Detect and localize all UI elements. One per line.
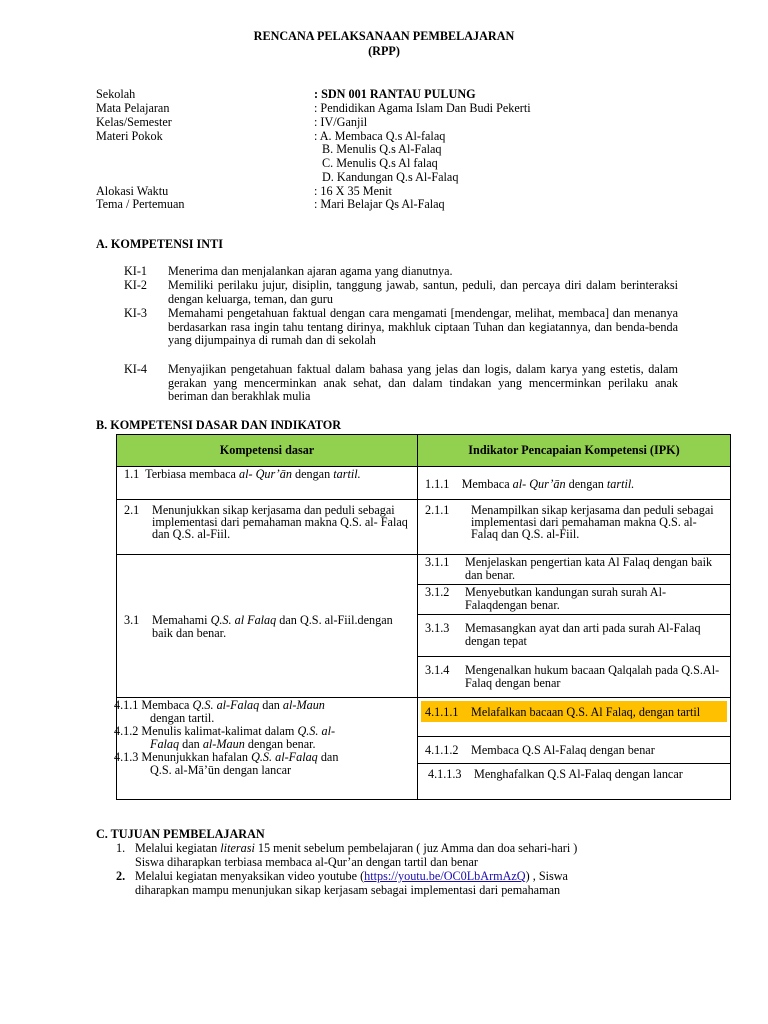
objective-text: 15 menit sebelum pembelajaran ( juz Amma dan doa sehari-hari ) (254, 841, 578, 855)
section-b-heading: B. KOMPETENSI DASAR DAN INDIKATOR (96, 418, 342, 432)
identity-label: Kelas/Semester (96, 115, 172, 129)
table-cell-ipk (418, 467, 731, 500)
document-subtitle: (RPP) (368, 44, 400, 58)
kd-text: dengan (291, 467, 334, 481)
highlighted-indicator (421, 701, 727, 722)
list-number: 1. (116, 841, 126, 855)
identity-value: D. Kandungan Q.s Al-Falaq (322, 170, 459, 184)
ipk-text: Membaca (461, 477, 513, 491)
kd-number: 2.1 (124, 503, 140, 517)
ipk-text: Memasangkan ayat dan arti pada surah Al-Falaq dengan tepat (465, 621, 701, 648)
list-item-text (135, 870, 568, 884)
ki-code: KI-2 (124, 278, 148, 292)
ipk-text: Menghafalkan Q.S Al-Falaq dengan lancar (474, 767, 683, 781)
ipk-text: Menjelaskan pengertian kata Al Falaq dengan baik dan benar. (465, 555, 713, 582)
identity-value: : Mari Belajar Qs Al-Falaq (314, 197, 445, 211)
objective-text: Melalui kegiatan (135, 841, 221, 855)
kd-text: Menunjukkan sikap kerjasama dan peduli sebagai implementasi dari pemahaman makna Q.S. al- Falaq dan Q.S. al-Fiil. (152, 503, 408, 541)
objective-text: ) , Siswa (525, 869, 568, 883)
ipk-text: al- Qur’ān (512, 477, 566, 491)
ipk-number: 4.1.1.3 (428, 767, 462, 781)
table-cell-ipk (418, 555, 731, 585)
kd-text: al-Maun (202, 737, 245, 751)
table-cell-ipk (418, 764, 731, 800)
kd-text: dan (259, 698, 283, 712)
table-cell-kd (117, 500, 418, 555)
identity-value: B. Menulis Q.s Al-Falaq (322, 142, 442, 156)
table-cell-kd (117, 555, 418, 698)
ipk-number: 4.1.1.2 (425, 742, 459, 757)
kd-text: Q.S. al-Mā’ūn dengan lancar (150, 763, 292, 777)
ipk-text: Menyebutkan kandungan surah surah Al-Falaqdengan benar. (465, 585, 667, 612)
kd-number: 4.1.3 (114, 750, 139, 764)
identity-label: Alokasi Waktu (96, 184, 169, 198)
ki-code: KI-4 (124, 362, 148, 376)
kd-text: al- Qur’ān (239, 467, 292, 481)
identity-label: Mata Pelajaran (96, 101, 170, 115)
identity-value: : A. Membaca Q.s Al-falaq (314, 129, 446, 143)
table-cell-ipk (418, 585, 731, 615)
kd-text: dengan benar. (244, 737, 316, 751)
kd-number: 4.1.2 (114, 724, 139, 738)
table-cell-kd (117, 467, 418, 500)
objective-text: Melalui kegiatan menyaksikan video youtube ( (135, 869, 365, 883)
section-c-heading: C. TUJUAN PEMBELAJARAN (96, 827, 265, 841)
kd-text: Falaq (150, 737, 180, 751)
ipk-text: dengan (565, 477, 607, 491)
kd-text: Q.S. al- (297, 724, 336, 738)
list-number: 2. (116, 869, 126, 883)
identity-value: : Pendidikan Agama Islam Dan Budi Pekerti (314, 101, 531, 115)
table-cell-ipk (418, 500, 731, 555)
table-cell-kd (114, 698, 418, 800)
ki-code: KI-1 (124, 264, 148, 278)
kd-text: dan (317, 750, 339, 764)
kd-text: tartil. (333, 467, 361, 481)
kd-text: al-Maun (282, 698, 325, 712)
kd-indicator-table (116, 434, 731, 800)
document-title: RENCANA PELAKSANAAN PEMBELAJARAN (253, 29, 515, 43)
table-cell-ipk (418, 657, 731, 698)
identity-value: C. Menulis Q.s Al falaq (322, 156, 438, 170)
kd-number: 3.1 (124, 613, 140, 627)
table-cell-ipk (418, 615, 731, 657)
kd-number: 1.1 (124, 467, 140, 481)
ipk-text: Menampilkan sikap kerjasama dan peduli sebagai implementasi dari pemahaman makna Q.S. al- Falaq dan Q.S. al-Fiil. (471, 503, 714, 541)
ki-text: Memiliki perilaku jujur, disiplin, tanggung jawab, santun, peduli, dan percaya diri dalam berinteraksi dengan keluarga, teman, dan guru (168, 278, 678, 306)
identity-value: : SDN 001 RANTAU PULUNG (314, 87, 476, 101)
identity-value: : IV/Ganjil (314, 115, 368, 129)
ki-code: KI-3 (124, 306, 148, 320)
kd-text: dan Q.S. al-Fiil.dengan baik dan benar. (152, 613, 393, 640)
table-header-kd: Kompetensi dasar (117, 435, 418, 467)
kd-text: dan (179, 737, 203, 751)
identity-label: Tema / Pertemuan (96, 197, 185, 211)
table-cell-ipk (418, 698, 731, 737)
ipk-text: tartil. (606, 477, 635, 491)
ipk-text: Mengenalkan hukum bacaan Qalqalah pada Q.S.Al-Falaq dengan benar (465, 663, 720, 690)
kd-text: Memahami (152, 613, 211, 627)
identity-value: : 16 X 35 Menit (314, 184, 392, 198)
ipk-number: 3.1.4 (425, 663, 450, 677)
ipk-number: 3.1.1 (425, 555, 450, 569)
ki-text: Memahami pengetahuan faktual dengan cara mengamati [mendengar, melihat, membaca] dan menanya berdasarkan rasa ingin tahu tentang dirinya, makhluk ciptaan Tuhan dan kegiatannya, dan benda-benda yang dijumpainya di rumah dan di sekolah (168, 306, 678, 347)
identity-label: Sekolah (96, 87, 136, 101)
objective-text: diharapkan mampu menunjukan sikap kerjasam sebagai implementasi dari pemahaman (135, 883, 561, 897)
kd-text: Menulis kalimat-kalimat dalam (141, 724, 298, 738)
ipk-number: 3.1.3 (425, 621, 450, 635)
table-header-ipk: Indikator Pencapaian Kompetensi (IPK) (418, 435, 731, 467)
kd-text: dengan tartil. (150, 711, 215, 725)
kd-number: 4.1.1 (114, 698, 139, 712)
ipk-number: 2.1.1 (425, 503, 450, 517)
ipk-number: 3.1.2 (425, 585, 450, 599)
ki-text: Menyajikan pengetahuan faktual dalam bahasa yang jelas dan logis, dalam karya yang estetis, dalam gerakan yang mencerminkan anak sehat, dan dalam tindakan yang mencerminkan perilaku anak beriman dan berakhlak mulia (168, 362, 678, 403)
kd-text: Menunjukkan hafalan (141, 750, 252, 764)
kd-text: Membaca (141, 698, 193, 712)
list-item-text (135, 842, 577, 856)
table-cell-ipk (418, 737, 731, 764)
identity-label: Materi Pokok (96, 129, 163, 143)
section-a-heading: A. KOMPETENSI INTI (96, 237, 223, 251)
ipk-number: 4.1.1.1 (425, 705, 459, 719)
kd-text: Q.S. al-Falaq (251, 750, 318, 764)
ki-text: Menerima dan menjalankan ajaran agama yang dianutnya. (168, 264, 453, 278)
kd-text: Terbiasa membaca (145, 467, 239, 481)
ipk-text: Melafalkan bacaan Q.S. Al Falaq, dengan tartil (471, 705, 701, 719)
objective-text: literasi (220, 841, 255, 855)
kd-text: Q.S. al Falaq (210, 613, 277, 627)
ipk-text: Membaca Q.S Al-Falaq dengan benar (471, 742, 655, 757)
objective-text: Siswa diharapkan terbiasa membaca al-Qur’an dengan tartil dan benar (135, 855, 478, 869)
ipk-number: 1.1.1 (425, 477, 450, 491)
kd-text: Q.S. al-Falaq (192, 698, 260, 712)
youtube-link[interactable]: https://youtu.be/OC0LbArmAzQ (364, 869, 526, 883)
